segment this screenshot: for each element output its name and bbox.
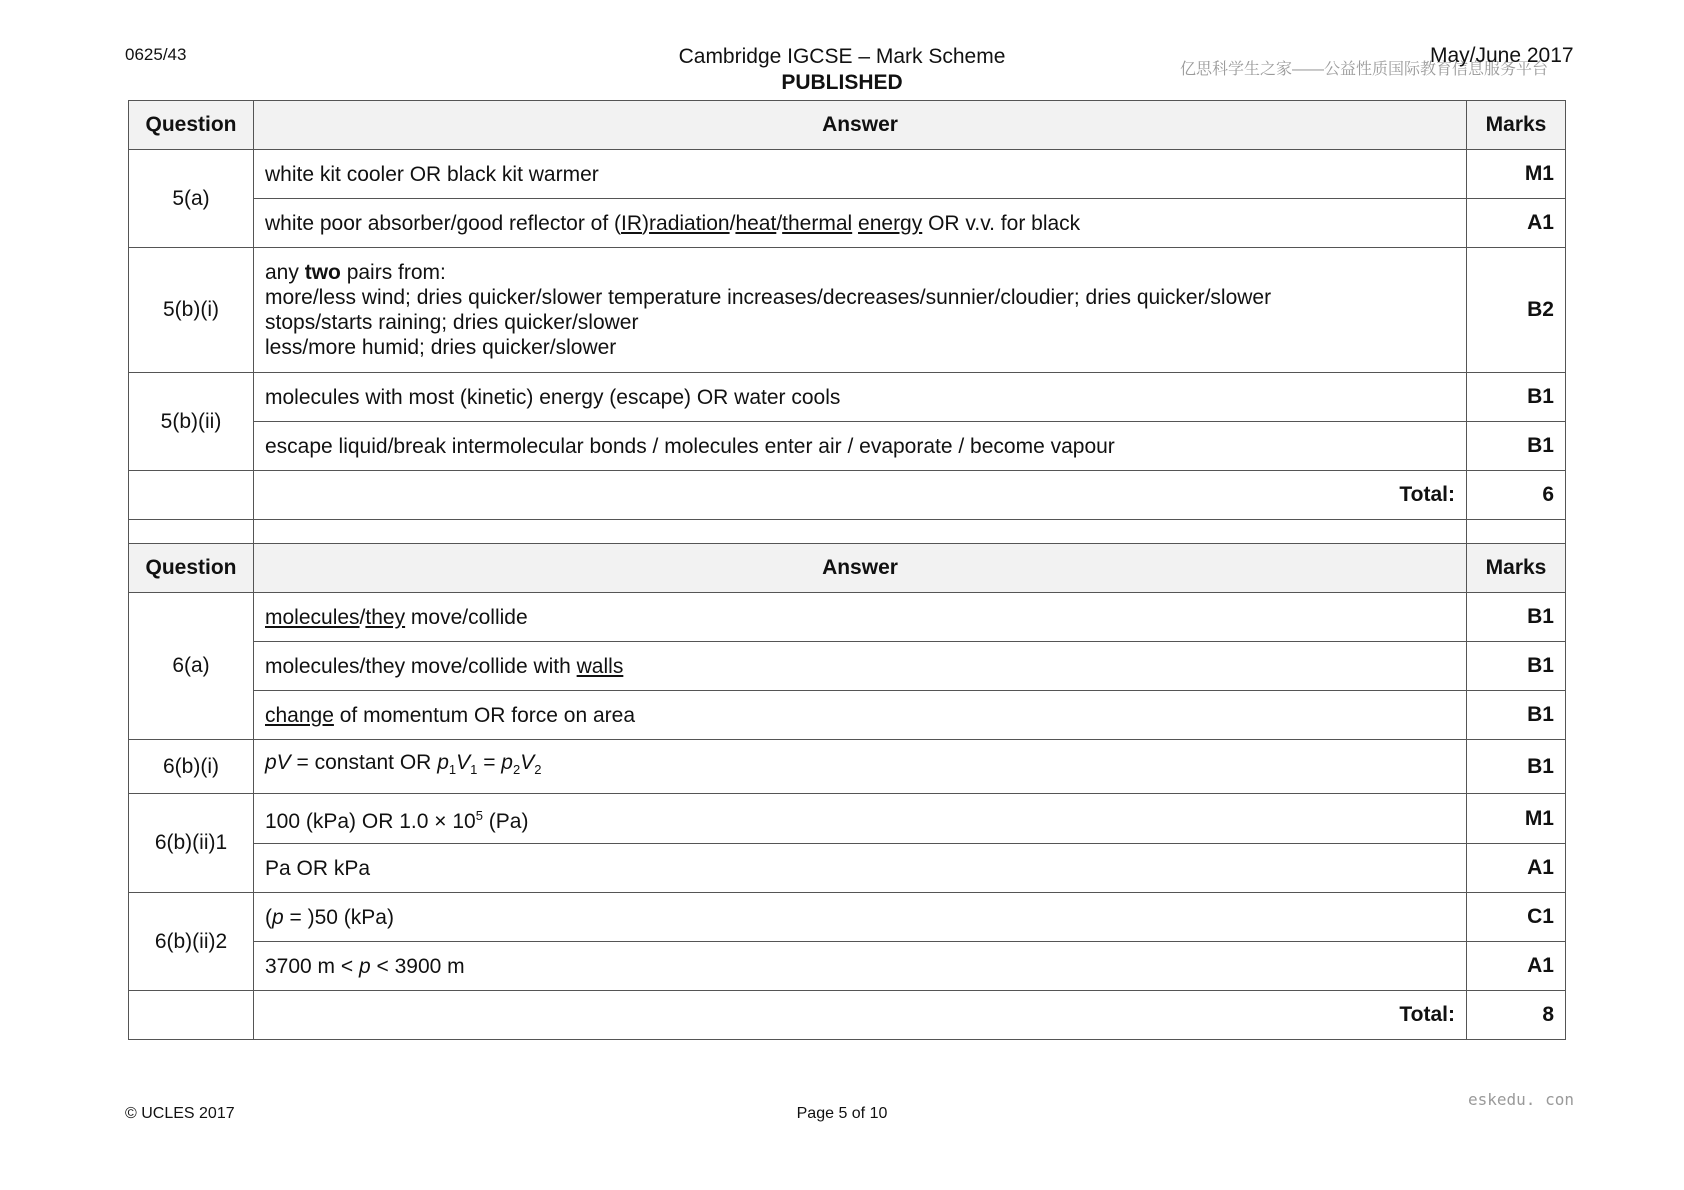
- mark-value: B1: [1467, 373, 1566, 422]
- mark-value: B1: [1467, 593, 1566, 642]
- answer-text: (p = )50 (kPa): [254, 893, 1467, 942]
- answer-header: Answer: [254, 544, 1467, 593]
- table-row: [129, 942, 1566, 991]
- table-row: [129, 642, 1566, 691]
- mark-value: A1: [1467, 942, 1566, 991]
- total-label: Total:: [254, 471, 1467, 520]
- answer-text: change of momentum OR force on area: [254, 691, 1467, 740]
- marks-header: Marks: [1467, 101, 1566, 150]
- total-row: [129, 471, 1566, 520]
- answer-text: molecules/they move/collide: [254, 593, 1467, 642]
- table-header-row: [129, 101, 1566, 150]
- mark-value: M1: [1467, 794, 1566, 844]
- table-row: [129, 199, 1566, 248]
- table-row: [129, 422, 1566, 471]
- published-label: PUBLISHED: [781, 71, 903, 94]
- answer-header: Answer: [254, 101, 1467, 150]
- mark-value: B1: [1467, 642, 1566, 691]
- mark-value: C1: [1467, 893, 1566, 942]
- page-number: Page 5 of 10: [796, 1105, 888, 1122]
- answer-text: Pa OR kPa: [254, 844, 1467, 893]
- header-watermark: 亿思科学生之家——公益性质国际教育信息服务平台: [1180, 61, 1549, 78]
- answer-text: escape liquid/break intermolecular bonds / molecules enter air / evaporate / become vapour: [254, 422, 1467, 471]
- mark-scheme-table: [128, 100, 1566, 1040]
- mark-value: B1: [1467, 422, 1566, 471]
- total-label: Total:: [254, 991, 1467, 1040]
- answer-text: 3700 m < p < 3900 m: [254, 942, 1467, 991]
- answer-text: white poor absorber/good reflector of (IR)radiation/heat/thermal energy OR v.v. for black: [254, 199, 1467, 248]
- answer-text: any two pairs from: more/less wind; dries quicker/slower temperature increases/decreases/sunnier/cloudier; dries quicker/slower stops/starts raining; dries quicker/slower less/more humid; dries quicker/slower: [254, 248, 1467, 373]
- question-number: 5(b)(ii): [129, 373, 254, 471]
- mark-value: A1: [1467, 844, 1566, 893]
- table-row: [129, 150, 1566, 199]
- table-row: [129, 794, 1566, 844]
- copyright: © UCLES 2017: [125, 1105, 235, 1122]
- question-number: 6(b)(ii)1: [129, 794, 254, 893]
- question-number: 5(a): [129, 150, 254, 248]
- answer-text: molecules/they move/collide with walls: [254, 642, 1467, 691]
- mark-value: B1: [1467, 691, 1566, 740]
- mark-value: M1: [1467, 150, 1566, 199]
- mark-value: A1: [1467, 199, 1566, 248]
- footer-watermark: eskedu. con: [1468, 1090, 1574, 1109]
- table-row: [129, 893, 1566, 942]
- exam-session: May/June 2017: [1430, 44, 1574, 67]
- table-row: [129, 740, 1566, 794]
- marks-header: Marks: [1467, 544, 1566, 593]
- table-row: [129, 248, 1566, 373]
- table-header-row: [129, 544, 1566, 593]
- table-row: [129, 373, 1566, 422]
- answer-text: 100 (kPa) OR $1.0 \times 10^5$ (Pa): [254, 794, 1467, 844]
- question-header: Question: [129, 544, 254, 593]
- table-row: [129, 691, 1566, 740]
- question-number: 6(b)(i): [129, 740, 254, 794]
- total-value: 8: [1467, 991, 1566, 1040]
- total-value: 6: [1467, 471, 1566, 520]
- total-row: [129, 991, 1566, 1040]
- table-row: [129, 593, 1566, 642]
- answer-text: molecules with most (kinetic) energy (escape) OR water cools: [254, 373, 1467, 422]
- table-row: [129, 844, 1566, 893]
- question-number: 6(b)(ii)2: [129, 893, 254, 991]
- answer-text: white kit cooler OR black kit warmer: [254, 150, 1467, 199]
- mark-value: B2: [1467, 248, 1566, 373]
- question-number: 6(a): [129, 593, 254, 740]
- mark-value: B1: [1467, 740, 1566, 794]
- title-text: Cambridge IGCSE – Mark Scheme: [678, 45, 1006, 68]
- spacer-row: [129, 520, 1566, 544]
- answer-text: pV = constant OR $p_1V_1 = p_2V_2$: [254, 740, 1467, 794]
- question-header: Question: [129, 101, 254, 150]
- question-number: 5(b)(i): [129, 248, 254, 373]
- paper-code: 0625/43: [125, 45, 187, 64]
